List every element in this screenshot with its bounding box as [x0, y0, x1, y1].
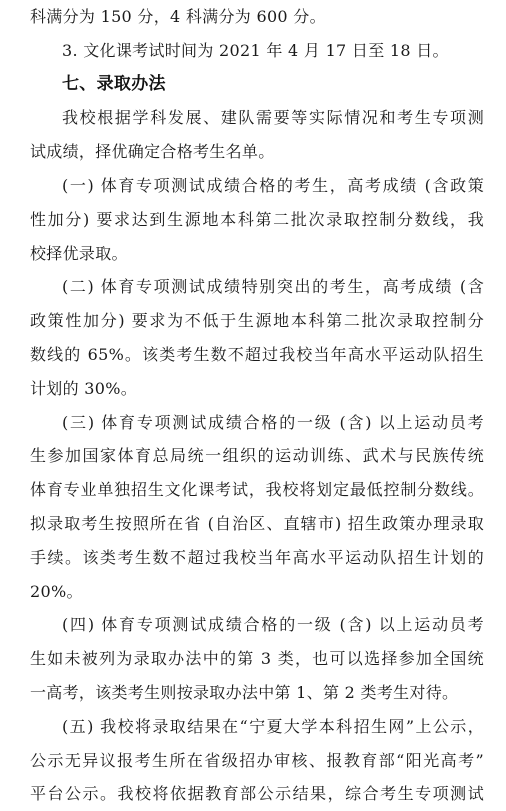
paragraph-line: 试成绩，择优确定合格考生名单。: [30, 142, 275, 162]
paragraph-line: 手续。该类考生数不超过我校当年高水平运动队招生计划的: [30, 547, 484, 567]
section-heading: 七、录取办法: [62, 73, 166, 94]
paragraph-line: 我校根据学科发展、建队需要等实际情况和考生专项测: [62, 108, 484, 128]
paragraph-line: (四) 体育专项测试成绩合格的一级 (含) 以上运动员考: [62, 615, 484, 635]
paragraph-line: 体育专业单独招生文化课考试，我校将划定最低控制分数线。: [30, 480, 484, 500]
paragraph-line: (三) 体育专项测试成绩合格的一级 (含) 以上运动员考: [62, 412, 484, 432]
paragraph-line: 拟录取考生按照所在省 (自治区、直辖市) 招生政策办理录取: [30, 513, 484, 533]
text-line: 3. 文化课考试时间为 2021 年 4 月 17 日至 18 日。: [62, 40, 449, 60]
paragraph-line: (二) 体育专项测试成绩特别突出的考生，高考成绩 (含: [62, 277, 484, 297]
text-line: 科满分为 150 分，4 科满分为 600 分。: [30, 7, 326, 26]
paragraph-line: 公示无异议报考生所在省级招办审核、报教育部“阳光高考”: [30, 750, 484, 770]
paragraph-line: 生参加国家体育总局统一组织的运动训练、武术与民族传统: [30, 446, 484, 466]
paragraph-line: 政策性加分) 要求为不低于生源地本科第二批次录取控制分: [30, 311, 484, 331]
paragraph-line: (五) 我校将录取结果在“宁夏大学本科招生网”上公示，: [62, 716, 484, 736]
paragraph-line: 生如未被列为录取办法中的第 3 类，也可以选择参加全国统: [30, 649, 484, 669]
paragraph-line: 20%。: [30, 581, 83, 601]
paragraph-line: 校择优录取。: [30, 243, 128, 263]
paragraph-line: 平台公示。我校将依据教育部公示结果，综合考生专项测试: [30, 784, 484, 804]
paragraph-line: 性加分) 要求达到生源地本科第二批次录取控制分数线，我: [30, 209, 484, 229]
paragraph-line: (一) 体育专项测试成绩合格的考生，高考成绩 (含政策: [62, 175, 484, 195]
paragraph-line: 数线的 65%。该类考生数不超过我校当年高水平运动队招生: [30, 344, 484, 364]
paragraph-line: 计划的 30%。: [30, 378, 138, 398]
paragraph-line: 一高考，该类考生则按录取办法中第 1、第 2 类考生对待。: [30, 682, 459, 702]
